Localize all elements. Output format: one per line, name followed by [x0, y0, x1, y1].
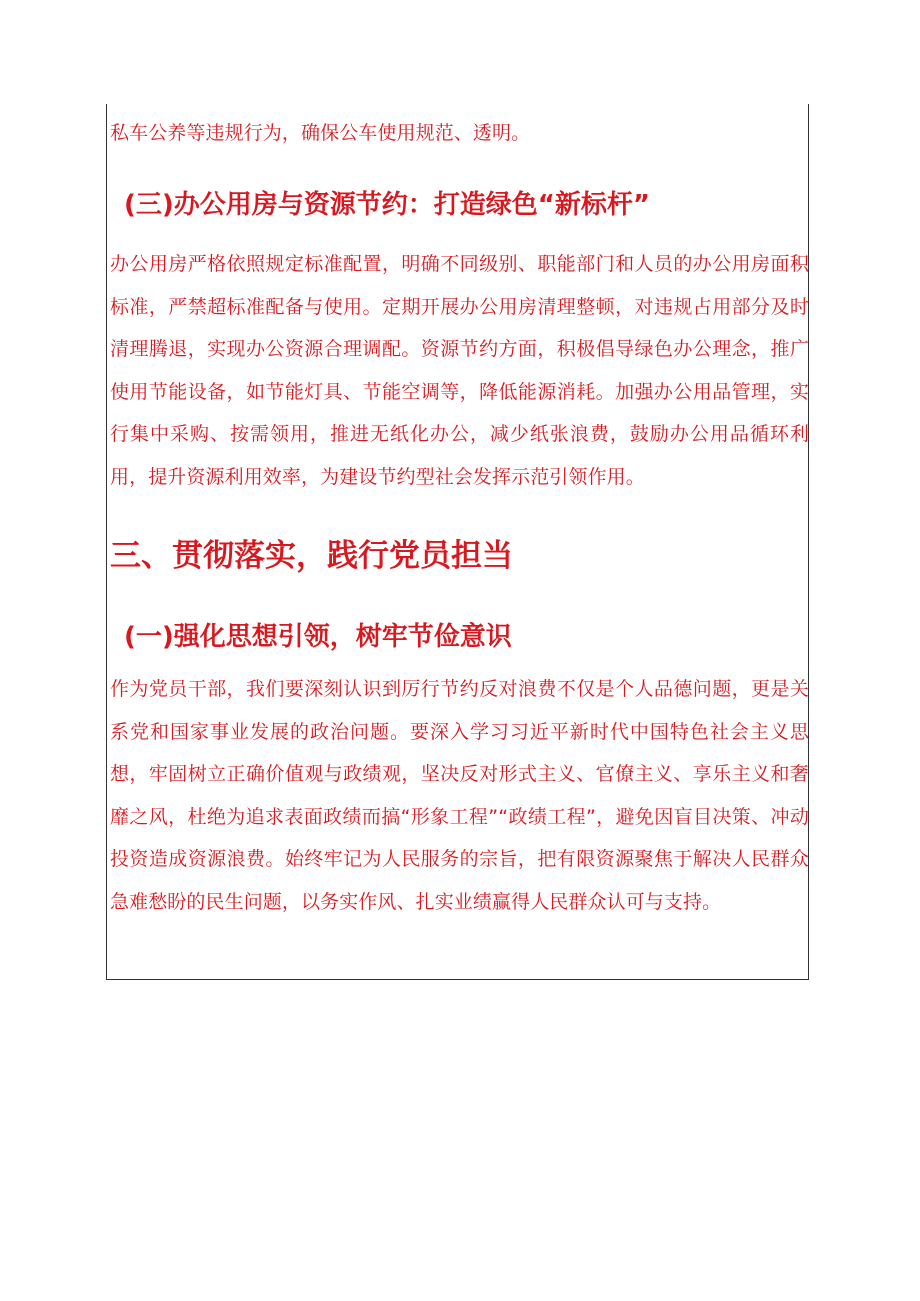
paragraph-office-space: 办公用房严格依照规定标准配置，明确不同级别、职能部门和人员的办公用房面积标准，严禁超标准配备与使用。定期开展办公用房清理整顿，对违规占用部分及时清理腾退，实现办公资源合理调配。资源节约方面，积极倡导绿色办公理念，推广使用节能设备，如节能灯具、节能空调等，降低能源消耗。加强办公用品管理，实行集中采购、按需领用，推进无纸化办公，减少纸张浪费，鼓励办公用品循环利用，提升资源利用效率，为建设节约型社会发挥示范引领作用。: [110, 253, 809, 488]
paragraph-continuation: 私车公养等违规行为，确保公车使用规范、透明。: [110, 122, 531, 144]
section-heading-ideology: (一)强化思想引领，树牢节俭意识: [124, 622, 512, 652]
document-content: [110, 112, 809, 923]
section-heading-office-space: (三)办公用房与资源节约：打造绿色“新标杆”: [124, 190, 650, 220]
chapter-heading-implementation: 三、贯彻落实，践行党员担当: [110, 538, 513, 574]
paragraph-ideology: 作为党员干部，我们要深刻认识到厉行节约反对浪费不仅是个人品德问题，更是关系党和国家事业发展的政治问题。要深入学习习近平新时代中国特色社会主义思想，牢固树立正确价值观与政绩观，坚决反对形式主义、官僚主义、享乐主义和奢靡之风，杜绝为追求表面政绩而搞“形象工程”“政绩工程”，避免因盲目决策、冲动投资造成资源浪费。始终牢记为人民服务的宗旨，把有限资源聚焦于解决人民群众急难愁盼的民生问题，以务实作风、扎实业绩赢得人民群众认可与支持。: [110, 678, 809, 913]
